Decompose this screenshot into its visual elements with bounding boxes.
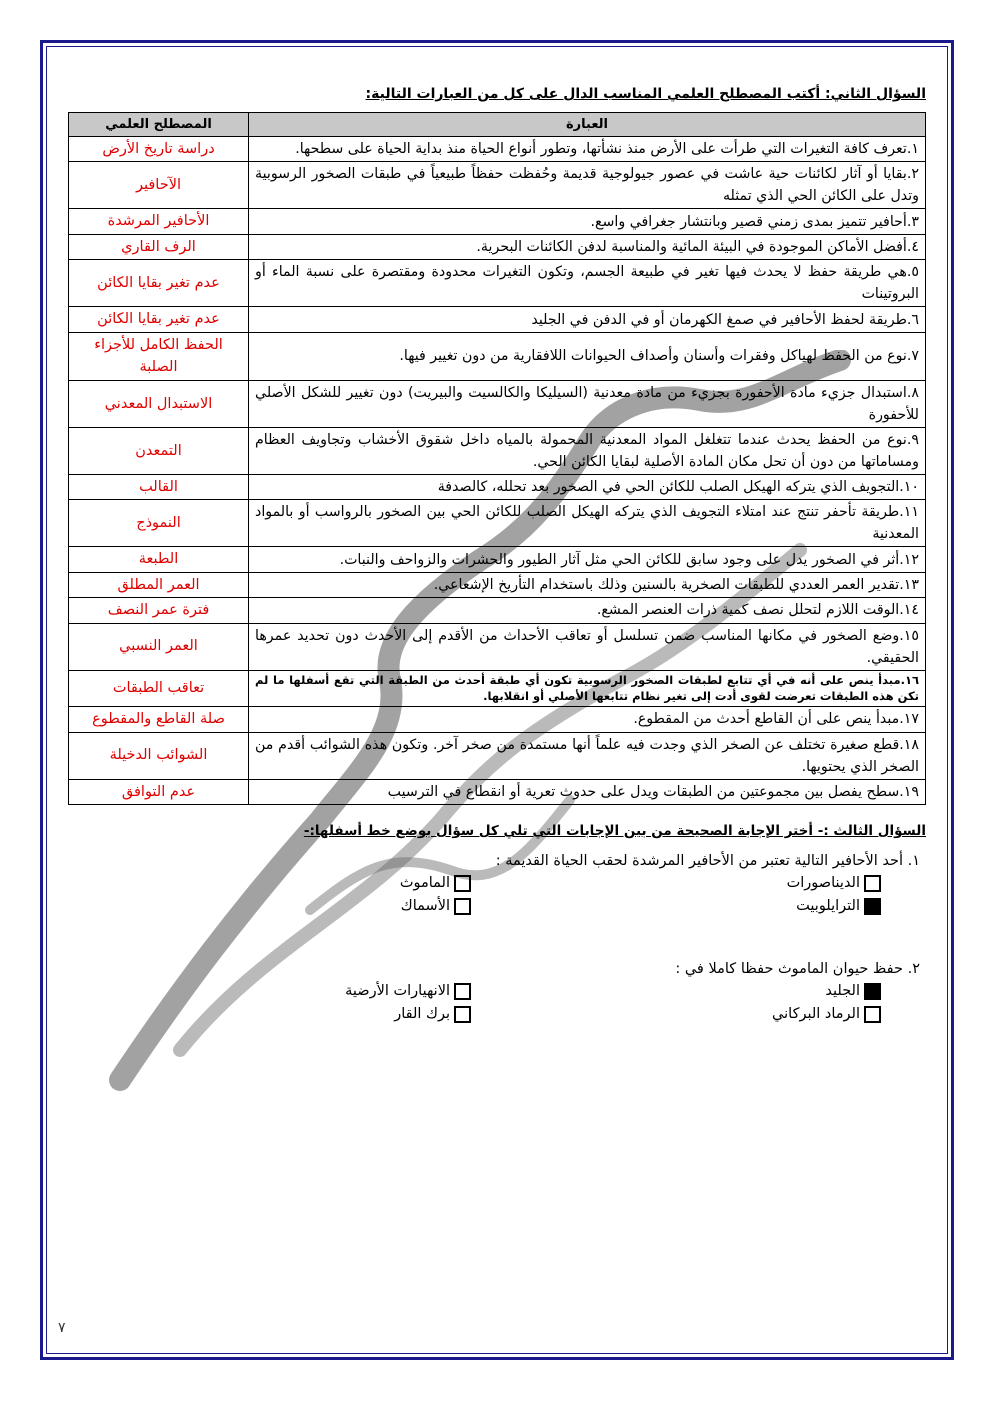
option-q2-b[interactable]: الانهيارات الأرضية: [171, 983, 471, 1000]
table-row: [69, 572, 926, 597]
term-answer-cell: عدم التوافق: [69, 779, 249, 804]
statement-cell: ١٨.قطع صغيرة تختلف عن الصخر الذي وجدت فيه علماً أنها مستمدة من صخر آخر. وتكون هذه الشوائب أقدم من الصخر الذي يحتويها.: [249, 732, 926, 779]
option-q2-a[interactable]: الجليد: [471, 983, 881, 1000]
checkbox-icon[interactable]: [864, 983, 881, 1000]
statement-cell: ١٤.الوقت اللازم لتحلل نصف كمية ذرات العنصر المشع.: [249, 598, 926, 623]
term-answer-cell: الشوائب الدخيلة: [69, 732, 249, 779]
term-answer-cell: العمر المطلق: [69, 572, 249, 597]
checkbox-icon[interactable]: [864, 1006, 881, 1023]
term-answer-cell: الاستبدال المعدني: [69, 380, 249, 427]
statement-cell: ٩.نوع من الحفظ يحدث عندما تتغلغل المواد المعدنية المحمولة بالمياه داخل شقوق الأخشاب وتجاويف العظام ومساماتها من دون أن تحل مكان المادة الأصلية لبقايا الكائن الحي.: [249, 427, 926, 474]
term-answer-cell: عدم تغير بقايا الكائن: [69, 307, 249, 332]
term-answer-cell: الأحافير المرشدة: [69, 209, 249, 234]
term-answer-cell: القالب: [69, 474, 249, 499]
table-row: [69, 162, 926, 209]
question-3-section: [66, 823, 926, 1023]
table-row: [69, 623, 926, 670]
statement-cell: ١.تعرف كافة التغيرات التي طرأت على الأرض منذ نشأتها، وتطور أنواع الحياة منذ بداية الحياة على سطحها.: [249, 137, 926, 162]
term-answer-cell: التمعدن: [69, 427, 249, 474]
table-row: [69, 332, 926, 380]
statement-cell: ٢.بقايا أو آثار لكائنات حية عاشت في عصور جيولوجية قديمة وحُفظت حفظاً طبيعياً في طبقات الصخور الرسوبية وتدل على الكائن الحي الذي تمثله: [249, 162, 926, 209]
mcq-question-2: ٢. حفظ حيوان الماموث حفظا كاملا في :: [675, 960, 920, 977]
mcq-options-1: [66, 875, 881, 915]
statement-cell: ١٩.سطح يفصل بين مجموعتين من الطبقات ويدل على حدوث تعرية أو انقطاع في الترسيب: [249, 779, 926, 804]
statement-cell: ٧.نوع من الحفظ لهياكل وفقرات وأسنان وأصداف الحيوانات اللافقارية من دون تغيير فيها.: [249, 332, 926, 380]
option-q1-c[interactable]: الترايلوبيت: [471, 898, 881, 915]
statement-cell: ٤.أفضل الأماكن الموجودة في البيئة المائية والمناسبة لدفن الكائنات البحرية.: [249, 234, 926, 259]
table-row: [69, 474, 926, 499]
table-row: [69, 209, 926, 234]
header-statement: العبارة: [249, 113, 926, 137]
term-answer-cell: فترة عمر النصف: [69, 598, 249, 623]
table-row: [69, 707, 926, 732]
option-q2-d[interactable]: برك القار: [171, 1006, 471, 1023]
table-row: [69, 234, 926, 259]
option-q1-b[interactable]: الماموث: [171, 875, 471, 892]
table-row: [69, 670, 926, 706]
statement-cell: ٥.هي طريقة حفظ لا يحدث فيها تغير في طبيعة الجسم، وتكون التغيرات محدودة ومقتصرة على نسبة الماء أو البروتينات: [249, 260, 926, 307]
term-answer-cell: الرف القاري: [69, 234, 249, 259]
table-row: [69, 598, 926, 623]
table-row: [69, 732, 926, 779]
main-content: [66, 86, 926, 1023]
statement-cell: ١٥.وضع الصخور في مكانها المناسب ضمن تسلسل أو تعاقب الأحداث من الأقدم إلى الأحدث دون تحديد عمرها الحقيقي.: [249, 623, 926, 670]
term-answer-cell: الحفظ الكامل للأجزاء الصلبة: [69, 332, 249, 380]
statement-cell: ١٠.التجويف الذي يتركه الهيكل الصلب للكائن الحي في الصخور بعد تحلله، كالصدفة: [249, 474, 926, 499]
table-row: [69, 779, 926, 804]
header-term: المصطلح العلمي: [69, 113, 249, 137]
term-answer-cell: النموذج: [69, 500, 249, 547]
table-row: [69, 547, 926, 572]
option-q1-d[interactable]: الأسماك: [171, 898, 471, 915]
statement-cell: ١١.طريقة تأحفر تنتج عند امتلاء التجويف الذي يتركه الهيكل الصلب للكائن الحي بين الصخور بالرواسب أو بالمواد المعدنية: [249, 500, 926, 547]
table-row: [69, 307, 926, 332]
checkbox-icon[interactable]: [454, 983, 471, 1000]
table-row: [69, 260, 926, 307]
statement-cell: ١٢.أثر في الصخور يدل على وجود سابق للكائن الحي مثل آثار الطيور والحشرات والزواحف والنبات.: [249, 547, 926, 572]
statement-cell: ٨.استبدال جزيء مادة الأحفورة بجزيء من مادة معدنية (السيليكا والكالسيت والبيريت) دون تغيير للشكل الأصلي للأحفورة: [249, 380, 926, 427]
checkbox-icon[interactable]: [454, 898, 471, 915]
checkbox-icon[interactable]: [864, 898, 881, 915]
option-q1-a[interactable]: الديناصورات: [471, 875, 881, 892]
checkbox-icon[interactable]: [454, 875, 471, 892]
term-answer-cell: الآحافير: [69, 162, 249, 209]
statement-cell: ١٦.مبدأ ينص على أنه في أي تتابع لطبقات الصخور الرسوبية تكون أي طبقة أحدث من الطبقة التي تقع أسفلها ما لم تكن هذه الطبقات تعرضت لقوى أدت إلى تغير نظام تتابعها الأصلي أو انقلابها.: [249, 670, 926, 706]
statement-cell: ١٣.تقدير العمر العددي للطبقات الصخرية بالسنين وذلك باستخدام التأريخ الإشعاعي.: [249, 572, 926, 597]
table-row: [69, 500, 926, 547]
table-row: [69, 380, 926, 427]
term-answer-cell: الطبعة: [69, 547, 249, 572]
table-row: [69, 427, 926, 474]
checkbox-icon[interactable]: [454, 1006, 471, 1023]
terms-table: [68, 112, 926, 805]
mcq-question-1: ١. أحد الأحافير التالية تعتبر من الأحافير المرشدة لحقب الحياة القديمة :: [495, 852, 920, 869]
term-answer-cell: تعاقب الطبقات: [69, 670, 249, 706]
question-3-title: السؤال الثالث :- أختر الإجابة الصحيحة من بين الإجابات التي تلي كل سؤال بوضع خط أسفلها:-: [303, 822, 926, 839]
question-2-title: السؤال الثاني: أكتب المصطلح العلمي المناسب الدال على كل من العبارات التالية:: [365, 86, 926, 102]
statement-cell: ٦.طريقة لحفظ الأحافير في صمغ الكهرمان أو في الدفن في الجليد: [249, 307, 926, 332]
term-answer-cell: صلة القاطع والمقطوع: [69, 707, 249, 732]
term-answer-cell: دراسة تاريخ الأرض: [69, 137, 249, 162]
table-row: [69, 137, 926, 162]
term-answer-cell: العمر النسبي: [69, 623, 249, 670]
term-answer-cell: عدم تغير بقايا الكائن: [69, 260, 249, 307]
option-q2-c[interactable]: الرماد البركاني: [471, 1006, 881, 1023]
table-header-row: [69, 113, 926, 137]
checkbox-icon[interactable]: [864, 875, 881, 892]
page-number: ٧: [58, 1320, 66, 1336]
statement-cell: ٣.أحافير تتميز بمدى زمني قصير وبانتشار جغرافي واسع.: [249, 209, 926, 234]
mcq-options-2: [66, 983, 881, 1023]
statement-cell: ١٧.مبدأ ينص على أن القاطع أحدث من المقطوع.: [249, 707, 926, 732]
terms-table-body: [69, 137, 926, 805]
